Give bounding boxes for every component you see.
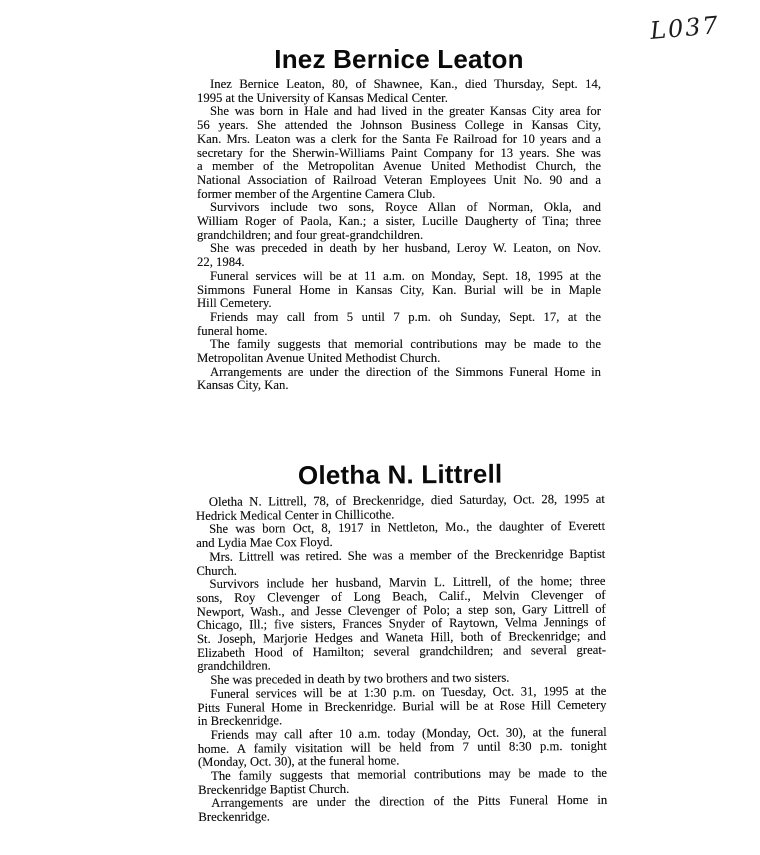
text-line: Friends may call after 10 a.m. today (Monday, Oct. 30), at the funeral [210, 724, 607, 742]
text-line: Kan. Mrs. Leaton was a clerk for the Santa Fe Railroad for 10 years and a [197, 131, 601, 146]
text-line: Oletha N. Littrell, 78, of Breckenridge, died Saturday, Oct. 28, 1995 at [208, 491, 605, 509]
text-line: Friends may call from 5 until 7 p.m. oh Sunday, Sept. 17, at the [210, 309, 601, 324]
text-line: sons, Roy Clevenger of Long Beach, Calif., Melvin Clevenger of [196, 587, 606, 605]
obituary-title: Inez Bernice Leaton [274, 44, 524, 74]
text-line: She was preceded in death by her husband, Leroy W. Leaton, on Nov. [210, 241, 601, 256]
text-line: She was born in Hale and had lived in the greater Kansas City area for [210, 104, 601, 119]
text-line: William Roger of Paola, Kan.; a sister, Lucille Daugherty of Tina; three [197, 214, 601, 229]
text-line: St. Joseph, Marjorie Hedges and Waneta Hill, both of Breckenridge; and [196, 628, 607, 647]
text-line: 56 years. She attended the Johnson Business College in Kansas City, [197, 118, 601, 133]
text-line: grandchildren; and four great-grandchildren. [197, 227, 424, 242]
text-line: Breckenridge Baptist Church. [198, 781, 350, 797]
text-line: in Breckenridge. [197, 713, 283, 729]
text-line: home. A family visitation will be held from 7 until 8:30 p.m. tonight [197, 738, 607, 756]
text-line: secretary for the Sherwin-Williams Paint Company for 13 years. She was [197, 145, 601, 160]
text-line: Church. [196, 563, 238, 578]
text-line: Hill Cemetery. [197, 296, 272, 311]
text-line: Funeral services will be at 1:30 p.m. on Tuesday, Oct. 31, 1995 at the [210, 683, 607, 701]
text-line: Survivors include two sons, Royce Allan of Norman, Okla, and [210, 200, 601, 215]
text-line: former member of the Argentine Camera Club. [197, 186, 436, 201]
text-line: and Lydia Mae Cox Floyd. [196, 535, 333, 551]
obituary-body [197, 78, 601, 393]
obituary-body [196, 493, 608, 825]
text-line: National Association of Railroad Veteran Employees Unit No. 90 and a [197, 172, 601, 187]
text-line: Newport, Wash., and Jesse Clevenger of Polo; a step son, Gary Littrell of [196, 601, 606, 619]
text-line: Kansas City, Kan. [197, 378, 289, 393]
text-line: Arrangements are under the direction of the Simmons Funeral Home in [210, 364, 601, 379]
text-line: grandchildren. [197, 658, 271, 674]
obituary-title: Oletha N. Littrell [297, 458, 503, 491]
text-line: (Monday, Oct. 30), at the funeral home. [197, 753, 400, 770]
text-line: Arrangements are under the direction of the Pitts Funeral Home in [211, 793, 608, 811]
text-line: She was born Oct, 8, 1917 in Nettleton, Mo., the daughter of Everett [209, 519, 606, 537]
text-line: Hedrick Medical Center in Chillicothe. [195, 507, 395, 523]
text-line: Inez Bernice Leaton, 80, of Shawnee, Kan., died Thursday, Sept. 14, [210, 77, 601, 91]
obituary-section-inez-bernice-leaton [197, 46, 601, 393]
text-line: Metropolitan Avenue United Methodist Church. [197, 351, 441, 366]
text-line: She was preceded in death by two brothers and two sisters. [210, 670, 510, 688]
text-line: Pitts Funeral Home in Breckenridge. Burial will be at Rose Hill Cemetery [197, 697, 607, 715]
text-line: Funeral services will be at 11 a.m. on Monday, Sept. 18, 1995 at the [210, 268, 601, 283]
text-line: Mrs. Littrell was retired. She was a member of the Breckenridge Baptist [209, 546, 606, 564]
text-line: Simmons Funeral Home in Kansas City, Kan. Burial will be in Maple [197, 282, 601, 297]
text-line: 1995 at the University of Kansas Medical Center. [197, 90, 448, 105]
text-line: a member of the Metropolitan Avenue United Methodist Church, the [197, 159, 601, 174]
obituary-section-oletha-n-littrell [196, 460, 608, 825]
text-line: The family suggests that memorial contributions may be made to the [210, 337, 601, 352]
text-line: The family suggests that memorial contributions may be made to the [210, 765, 608, 783]
text-line: Breckenridge. [198, 809, 270, 825]
text-line: Survivors include her husband, Marvin L. Littrell, of the home; three [209, 574, 606, 592]
text-line: 22, 1984. [197, 255, 245, 270]
text-line: Chicago, Ill.; five sisters, Frances Snyder of Raytown, Velma Jennings of [196, 615, 606, 633]
text-line: funeral home. [197, 323, 268, 338]
handwritten-annotation: L037 [648, 11, 721, 45]
text-line: Elizabeth Hood of Hamilton; several grandchildren; and several great- [197, 642, 607, 660]
